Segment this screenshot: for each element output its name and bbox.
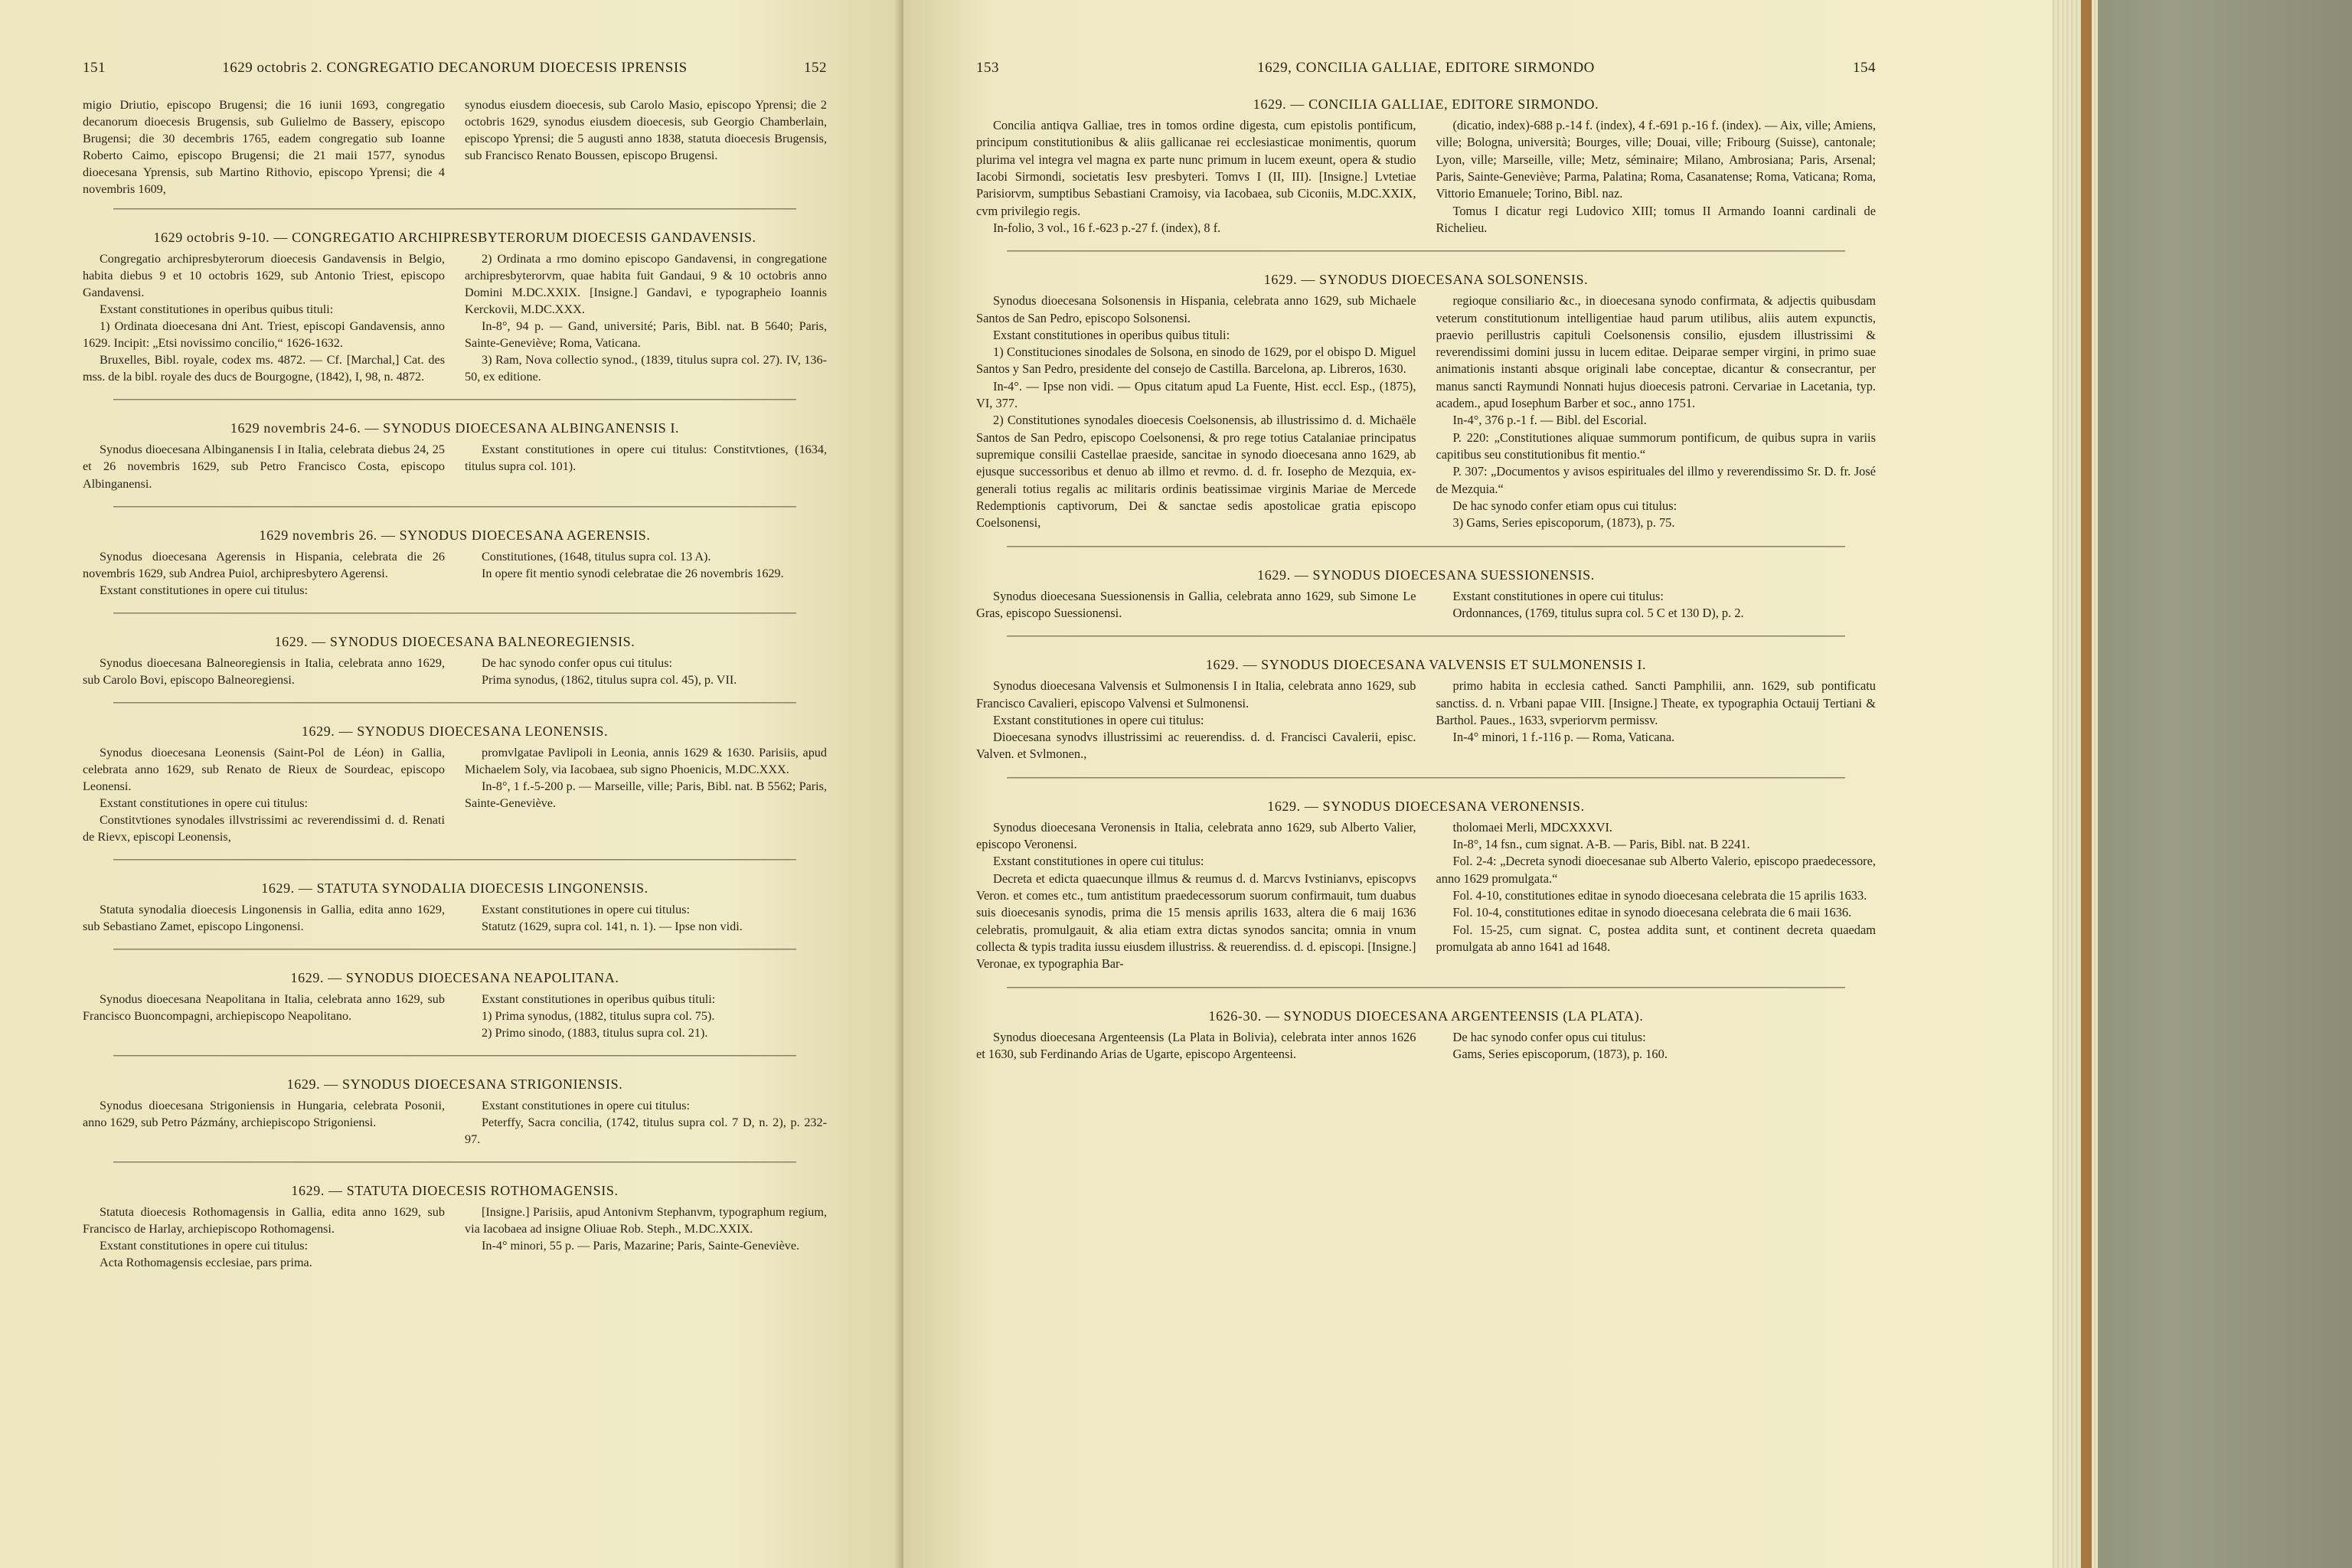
entry-columns	[976, 292, 1876, 531]
paragraph: Exstant constitutiones in operibus quibus tituli:	[482, 991, 716, 1006]
catalog-entry	[83, 528, 827, 614]
paragraph: Synodus dioecesana Veronensis in Italia, celebrata anno 1629, sub Alberto Valier, episcopo Veronensi.	[976, 819, 1416, 852]
entry-columns	[83, 744, 827, 845]
paragraph: Exstant constitutiones in opere cui titulus:	[993, 712, 1204, 727]
text-column	[83, 548, 445, 599]
entry-columns	[83, 548, 827, 599]
text-column	[465, 548, 827, 599]
paragraph: [Insigne.] Parisiis, apud Antonivm Stephanvm, typographum regium, via Iacobaea ad insigne Oliuae Rob. Steph., M.DC.XXIX.	[465, 1205, 827, 1236]
paragraph: Synodus dioecesana Valvensis et Sulmonensis I in Italia, celebrata anno 1629, sub Francisco Cavalieri, episcopo Valvensi et Sulmonensi.	[976, 678, 1416, 710]
catalog-entry	[83, 970, 827, 1057]
text-column	[83, 655, 445, 688]
paragraph: Synodus dioecesana Neapolitana in Italia, celebrata anno 1629, sub Francisco Buoncompagni, archiepiscopo Neapolitano.	[83, 991, 445, 1023]
running-title: 1629, CONCILIA GALLIAE, EDITORE SIRMONDO	[1257, 60, 1595, 76]
text-column	[465, 901, 827, 935]
paragraph: Synodus dioecesana Strigoniensis in Hungaria, celebrata Posonii, anno 1629, sub Petro Pázmány, archiepiscopo Strigoniensi.	[83, 1099, 445, 1130]
catalog-entry	[976, 799, 1876, 988]
paragraph: In opere fit mentio synodi celebratae die 26 novembris 1629.	[482, 566, 784, 580]
paragraph: Peterffy, Sacra concilia, (1742, titulus supra col. 7 D, n. 2), p. 232-97.	[465, 1116, 827, 1147]
paragraph: Tomus I dicatur regi Ludovico XIII; tomus II Armando Ioanni cardinali de Richelieu.	[1436, 203, 1876, 235]
section-divider	[113, 1161, 796, 1163]
paragraph: Concilia antiqva Galliae, tres in tomos ordine digesta, cum epistolis pontificum, principum constitutionibus & aliis gallicanae rei ecclesiasticae monimentis, quorum plurima vel integra vel magna ex parte nunc primum in lucem exeunt, opera & studio Iacobi Sirmondi, societatis Iesv presbyteri. Tomvs I (II, III). [Insigne.] Lvtetiae Parisiorvm, sumptibus Sebastiani Cramoisy, via Iacobaea, sub Ciconiis, M.DC.XXIX, cvm privilegio regis.	[976, 118, 1416, 218]
text-column	[465, 655, 827, 688]
paragraph: Congregatio archipresbyterorum dioecesis Gandavensis in Belgio, habita diebus 9 et 10 octobris 1629, sub Antonio Triest, episcopo Gandavensi.	[83, 252, 445, 300]
section-divider	[1007, 250, 1845, 252]
section-divider	[113, 208, 796, 210]
paragraph: Constitutiones, (1648, titulus supra col. 13 A).	[482, 549, 711, 564]
paragraph: Gams, Series episcoporum, (1873), p. 160.	[1452, 1046, 1668, 1061]
entry-columns	[83, 991, 827, 1041]
paragraph: Synodus dioecesana Leonensis (Saint-Pol de Léon) in Gallia, celebrata anno 1629, sub Renato de Rieux de Sourdeac, episcopo Leonensi.	[83, 745, 445, 793]
paragraph: 1) Constituciones sinodales de Solsona, en sinodo de 1629, por el obispo D. Miguel Santos y San Pedro, presidente del consejo de Castilla. Barcelona, ap. Libreros, 1630.	[976, 345, 1416, 377]
paragraph: primo habita in ecclesia cathed. Sancti Pamphilii, ann. 1629, sub pontificatu sanctiss. d. n. Vrbani papae VIII. [Insigne.] Theate, ex typographia Octauij Tertiani & Barthol. Paues., 1633, svperiorvm permissv.	[1436, 678, 1876, 727]
text-column	[83, 991, 445, 1041]
left-running-head	[83, 60, 827, 77]
paragraph: Prima synodus, (1862, titulus supra col. 45), p. VII.	[482, 672, 737, 687]
section-divider	[113, 859, 796, 861]
left-entries	[83, 230, 827, 1271]
page-number: 153	[976, 60, 999, 76]
section-divider	[1007, 987, 1845, 988]
entry-title: 1629. — SYNODUS DIOECESANA STRIGONIENSIS.	[286, 1076, 623, 1093]
entry-title: 1629. — SYNODUS DIOECESANA BALNEOREGIENSIS.	[274, 633, 635, 649]
paragraph: Fol. 4-10, constitutiones editae in synodo dioecesana celebrata die 15 aprilis 1633.	[1452, 888, 1867, 903]
section-divider	[1007, 635, 1845, 637]
text-column	[1436, 819, 1877, 973]
section-divider	[113, 612, 796, 614]
paragraph: Fol. 2-4: „Decreta synodi dioecesanae sub Alberto Valerio, episcopo praedecessore, anno 1629 promulgata.“	[1436, 854, 1876, 886]
text-column	[976, 292, 1416, 531]
text-column	[83, 901, 445, 935]
paragraph: Exstant constitutiones in opere cui titulus:	[482, 1099, 691, 1113]
section-divider	[113, 399, 796, 400]
catalog-entry	[83, 1076, 827, 1163]
entry-columns	[976, 588, 1876, 622]
paragraph: Synodus dioecesana Argenteensis (La Plata in Bolivia), celebrata inter annos 1626 et 1630, sub Ferdinando Arias de Ugarte, episcopo Argenteensi.	[976, 1029, 1416, 1061]
paragraph: De hac synodo confer opus cui titulus:	[1452, 1029, 1646, 1044]
paragraph: Synodus dioecesana Balneoregiensis in Italia, celebrata anno 1629, sub Carolo Bovi, episcopo Balneoregiensi.	[83, 655, 445, 687]
left-page	[0, 0, 903, 1568]
catalog-entry	[976, 96, 1876, 252]
text-column	[465, 1097, 827, 1148]
book-cover-edge	[2081, 0, 2092, 1568]
paragraph: De hac synodo confer opus cui titulus:	[482, 655, 673, 670]
paragraph: Synodus dioecesana Agerensis in Hispania, celebrata die 26 novembris 1629, sub Andrea Puiol, archipresbytero Agerensi.	[83, 549, 445, 580]
text-column	[465, 991, 827, 1041]
paragraph: Statuta dioecesis Rothomagensis in Gallia, edita anno 1629, sub Francisco de Harlay, archiepiscopo Rothomagensi.	[83, 1205, 445, 1236]
text-column	[83, 441, 445, 492]
catalog-entry	[83, 230, 827, 400]
continuation-text	[83, 96, 827, 198]
paragraph: Fol. 10-4, constitutiones editae in synodo dioecesana celebrata die 6 maii 1636.	[1452, 905, 1852, 920]
paragraph: Synodus dioecesana Solsonensis in Hispania, celebrata anno 1629, sub Michaele Santos de San Pedro, episcopo Solsonensi.	[976, 293, 1416, 325]
paragraph: Ordonnances, (1769, titulus supra col. 5 C et 130 D), p. 2.	[1452, 605, 1744, 620]
entry-title: 1626-30. — SYNODUS DIOECESANA ARGENTEENSIS (LA PLATA).	[1208, 1008, 1644, 1024]
entry-columns	[976, 117, 1876, 237]
entry-title: 1629. — SYNODUS DIOECESANA SOLSONENSIS.	[1263, 272, 1589, 288]
text-column	[976, 678, 1416, 763]
paragraph: 3) Ram, Nova collectio synod., (1839, titulus supra col. 27). IV, 136-50, ex editione.	[465, 353, 827, 384]
paragraph: In-8°, 94 p. — Gand, université; Paris, Bibl. nat. B 5640; Paris, Sainte-Geneviève; Roma, Vaticana.	[465, 319, 827, 351]
text-column	[465, 744, 827, 845]
text-column	[1436, 588, 1877, 622]
catalog-entry	[83, 420, 827, 507]
paragraph: 2) Constitutiones synodales dioecesis Coelsonensis, ab illustrissimo d. d. Michaële Santos de San Pedro, episcopo Coelsonensi, & pro rege totius Catalaniae principatus supremique consilii Castellae praeside, sancitae in synodo dioecesana anno 1629, ab ejusque successoribus et denuo ab illmo et revmo. d. d. fr. Iosepho de Mezquia, ex-generali totius regalis ac militaris ordinis beatissimae virginis Mariae de Mercede Redemptionis captivorum, Dei & sanctae sedis apostolicae gratia episcopo Coelsonensi,	[976, 413, 1416, 531]
paragraph: De hac synodo confer etiam opus cui titulus:	[1452, 498, 1677, 513]
section-divider	[1007, 777, 1845, 779]
paragraph: promvlgatae Pavlipoli in Leonia, annis 1629 & 1630. Parisiis, apud Michaelem Soly, via Iacobaea, sub signo Phoenicis, M.DC.XXX.	[465, 745, 827, 776]
entry-title: 1629. — SYNODUS DIOECESANA SUESSIONENSIS.	[1257, 567, 1595, 583]
entry-title: 1629 novembris 24-6. — SYNODUS DIOECESANA ALBINGANENSIS I.	[230, 420, 680, 436]
text-column	[1436, 678, 1877, 763]
text-column	[1436, 117, 1877, 237]
paragraph: In-8°, 1 f.-5-200 p. — Marseille, ville; Paris, Bibl. nat. B 5562; Paris, Sainte-Geneviève.	[465, 779, 827, 810]
paragraph: 2) Ordinata a rmo domino episcopo Gandavensi, in congregatione archipresbyterorvm, quae habita fuit Gandaui, 9 & 10 octobris anno Domini M.DC.XXIX. [Insigne.] Gandavi, e typographeio Ioannis Kerckovii, M.DC.XXX.	[465, 252, 827, 317]
page-number: 154	[1852, 60, 1876, 76]
text-column	[83, 744, 445, 845]
catalog-entry	[976, 1008, 1876, 1063]
paragraph: Synodus dioecesana Suessionensis in Gallia, celebrata anno 1629, sub Simone Le Gras, episcopo Suessionensi.	[976, 588, 1416, 620]
entry-title: 1629 novembris 26. — SYNODUS DIOECESANA AGERENSIS.	[259, 527, 651, 543]
right-page	[903, 0, 2052, 1568]
text-column	[465, 441, 827, 492]
paragraph: Dioecesana synodvs illustrissimi ac reuerendiss. d. d. Francisci Cavalerii, episc. Valven. et Svlmonen.,	[976, 730, 1416, 762]
right-entries	[976, 96, 1876, 1063]
paragraph: Statuta synodalia dioecesis Lingonensis in Gallia, edita anno 1629, sub Sebastiano Zamet, episcopo Lingonensi.	[83, 902, 445, 933]
paragraph: 1) Ordinata dioecesana dni Ant. Triest, episcopi Gandavensis, anno 1629. Incipit: „Etsi novissimo concilio,“ 1626-1632.	[83, 319, 445, 351]
paragraph: tholomaei Merli, MDCXXXVI.	[1452, 819, 1613, 835]
catalog-entry	[83, 880, 827, 950]
paragraph: 2) Primo sinodo, (1883, titulus supra col. 21).	[482, 1026, 708, 1040]
entry-title: 1629. — CONCILIA GALLIAE, EDITORE SIRMONDO.	[1253, 96, 1599, 112]
paragraph: Exstant constitutiones in opere cui titulus:	[100, 583, 309, 597]
paragraph: In-folio, 3 vol., 16 f.-623 p.-27 f. (index), 8 f.	[993, 220, 1221, 235]
section-divider	[113, 1055, 796, 1057]
section-divider	[1007, 546, 1845, 547]
paragraph: Exstant constitutiones in opere cui titulus:	[1452, 588, 1664, 603]
catalog-entry	[976, 272, 1876, 547]
entry-title: 1629. — SYNODUS DIOECESANA LEONENSIS.	[301, 723, 609, 739]
entry-columns	[83, 901, 827, 935]
paragraph: migio Driutio, episcopo Brugensi; die 16 iunii 1693, congregatio decanorum dioecesis Brugensis, sub Gulielmo de Bassery, episcopo Brugensi; die 30 decembris 1765, eadem congregatio sub Ioanne Roberto Caimo, episcopo Brugensi; die 21 maii 1577, synodus dioecesana Yprensis, sub Martino Rithovio, episcopo Yprensi; die 4 novembris 1609,	[83, 98, 445, 197]
paragraph: Exstant constitutiones in operibus quibus tituli:	[100, 302, 334, 317]
text-column	[83, 250, 445, 385]
paragraph: 1) Prima synodus, (1882, titulus supra col. 75).	[482, 1008, 715, 1023]
catalog-entry	[83, 634, 827, 704]
text-column	[976, 588, 1416, 622]
entry-title: 1629. — STATUTA DIOECESIS ROTHOMAGENSIS.	[291, 1183, 619, 1199]
catalog-entry	[976, 657, 1876, 779]
entry-title: 1629 octobris 9-10. — CONGREGATIO ARCHIPRESBYTERORUM DIOECESIS GANDAVENSIS.	[153, 230, 756, 246]
paragraph: Exstant constitutiones in opere cui titulus: Constitvtiones, (1634, titulus supra col. 101).	[465, 443, 827, 474]
catalog-entry	[976, 567, 1876, 638]
paragraph: 3) Gams, Series episcoporum, (1873), p. 75.	[1452, 515, 1675, 531]
paragraph: Exstant constitutiones in opere cui titulus:	[100, 795, 309, 810]
entry-columns	[83, 1204, 827, 1271]
paragraph: In-8°, 14 fsn., cum signat. A-B. — Paris, Bibl. nat. B 2241.	[1452, 837, 1750, 852]
paragraph: regioque consiliario &c., in dioecesana synodo confirmata, & adjectis quibusdam veterum constitutionum intelligentiae haud parum utilibus, aliis autem expunctis, praevio perillustris capituli Coelsonensis consilio, ejusdem illustrissimi & reverendissimi domini jussu in lucem editae. Deiparae semper virgini, in primo suae animationis instanti absque originali labe conceptae, dicantur & consecrantur, per manus sancti Raymundi Nonnati hujus dioecesis patroni. Cervariae in Lacetania, typ. academ., apud Iosephum Barber et soc., anno 1751.	[1436, 293, 1876, 411]
paragraph: Acta Rothomagensis ecclesiae, pars prima.	[100, 1256, 312, 1270]
page-number: 151	[83, 60, 106, 76]
text-column	[465, 1204, 827, 1271]
section-divider	[113, 949, 796, 950]
text-column	[976, 117, 1416, 237]
paragraph: In-4°, 376 p.-1 f. — Bibl. del Escorial.	[1452, 413, 1647, 428]
text-column	[83, 1097, 445, 1148]
paragraph: Decreta et edicta quaecunque illmus & reumus d. d. Marcvs Ivstinianvs, episcopvs Veron. et comes etc., tum antistitum praedecessorum suorum confirmauit, tum duabus suis dioecesanis synodis, prima die 15 mensis aprilis 1633, altera die 6 maij 1636 celebratis, promulgauit, & alia etiam extra dictas synodos sancita; omnia in vnum collecta & typis tradita iussu eiusdem illustriss. & reuerendiss. d. d. episcopi. [Insigne.] Veronae, ex typographia Bar-	[976, 871, 1416, 972]
paragraph: Fol. 15-25, cum signat. C, postea addita sunt, et continent decreta quaedam promulgata ab anno 1641 ad 1648.	[1436, 922, 1876, 954]
text-column	[1436, 292, 1877, 531]
catalog-entry	[83, 1183, 827, 1271]
text-column	[976, 1029, 1416, 1063]
paragraph: Exstant constitutiones in operibus quibus tituli:	[993, 327, 1230, 342]
entry-columns	[83, 655, 827, 688]
paragraph: In-4°. — Ipse non vidi. — Opus citatum apud La Fuente, Hist. eccl. Esp., (1875), VI, 377.	[976, 378, 1416, 411]
entry-columns	[83, 250, 827, 385]
paragraph: (dicatio, index)-688 p.-14 f. (index), 4 f.-691 p.-16 f. (index). — Aix, ville; Amiens, ville; Bologna, università; Bourges, ville; Douai, ville; Fribourg (Suisse), cantonale; Lyon, ville; Marseille, ville; Metz, séminaire; Milano, Ambrosiana; Paris, Arsenal; Paris, Sainte-Geneviève; Parma, Palatina; Roma, Casanatense; Roma, Vaticana; Roma, Vittorio Emanuele; Torino, Bibl. naz.	[1436, 118, 1876, 201]
entry-columns	[976, 1029, 1876, 1063]
right-running-head	[976, 60, 1876, 77]
text-column	[976, 819, 1416, 973]
paragraph: Exstant constitutiones in opere cui titulus:	[100, 1239, 309, 1253]
entry-columns	[976, 678, 1876, 763]
section-divider	[113, 702, 796, 704]
section-divider	[113, 506, 796, 508]
entry-title: 1629. — SYNODUS DIOECESANA NEAPOLITANA.	[290, 969, 619, 985]
page-number: 152	[804, 60, 827, 76]
paragraph: Exstant constitutiones in opere cui titulus:	[482, 902, 691, 916]
paragraph: In-4° minori, 55 p. — Paris, Mazarine; Paris, Sainte-Geneviève.	[482, 1239, 800, 1253]
paragraph: Synodus dioecesana Albinganensis I in Italia, celebrata diebus 24, 25 et 26 novembris 1629, sub Petro Francisco Costa, episcopo Albinganensi.	[83, 443, 445, 491]
entry-columns	[976, 819, 1876, 973]
text-column	[83, 1204, 445, 1271]
text-column	[1436, 1029, 1877, 1063]
entry-title: 1629. — STATUTA SYNODALIA DIOECESIS LINGONENSIS.	[261, 880, 648, 896]
text-column	[465, 250, 827, 385]
entry-title: 1629. — SYNODUS DIOECESANA VERONENSIS.	[1267, 798, 1585, 814]
paragraph: Exstant constitutiones in opere cui titulus:	[993, 854, 1204, 869]
paragraph: P. 307: „Documentos y avisos espirituales del illmo y reverendissimo Sr. D. fr. José de Mezquia.“	[1436, 464, 1876, 496]
paragraph: Constitvtiones synodales illvstrissimi ac reverendissimi d. d. Renati de Rievx, episcopi Leonensis,	[83, 812, 445, 844]
paragraph: Statutz (1629, supra col. 141, n. 1). — Ipse non vidi.	[482, 919, 743, 933]
paragraph: P. 220: „Constitutiones aliquae summorum pontificum, de quibus supra in variis capitibus seu constitutionibus fit mentio.“	[1436, 430, 1876, 462]
entry-columns	[83, 1097, 827, 1148]
paragraph: synodus eiusdem dioecesis, sub Carolo Masio, episcopo Yprensi; die 2 octobris 1629, synodus eiusdem dioecesis, sub Georgio Chamberlain, episcopo Yprensi; die 5 augusti anno 1838, statuta dioecesis Brugensis, sub Francisco Renato Boussen, episcopo Brugensi.	[465, 98, 827, 163]
entry-columns	[83, 441, 827, 492]
entry-title: 1629. — SYNODUS DIOECESANA VALVENSIS ET SULMONENSIS I.	[1205, 657, 1647, 673]
paragraph: In-4° minori, 1 f.-116 p. — Roma, Vaticana.	[1452, 730, 1675, 745]
running-title: 1629 octobris 2. CONGREGATIO DECANORUM DIOECESIS IPRENSIS	[222, 60, 688, 76]
catalog-entry	[83, 724, 827, 861]
paragraph: Bruxelles, Bibl. royale, codex ms. 4872. — Cf. [Marchal,] Cat. des mss. de la bibl. royale des ducs de Bourgogne, (1842), I, 98, n. 4872.	[83, 353, 445, 384]
